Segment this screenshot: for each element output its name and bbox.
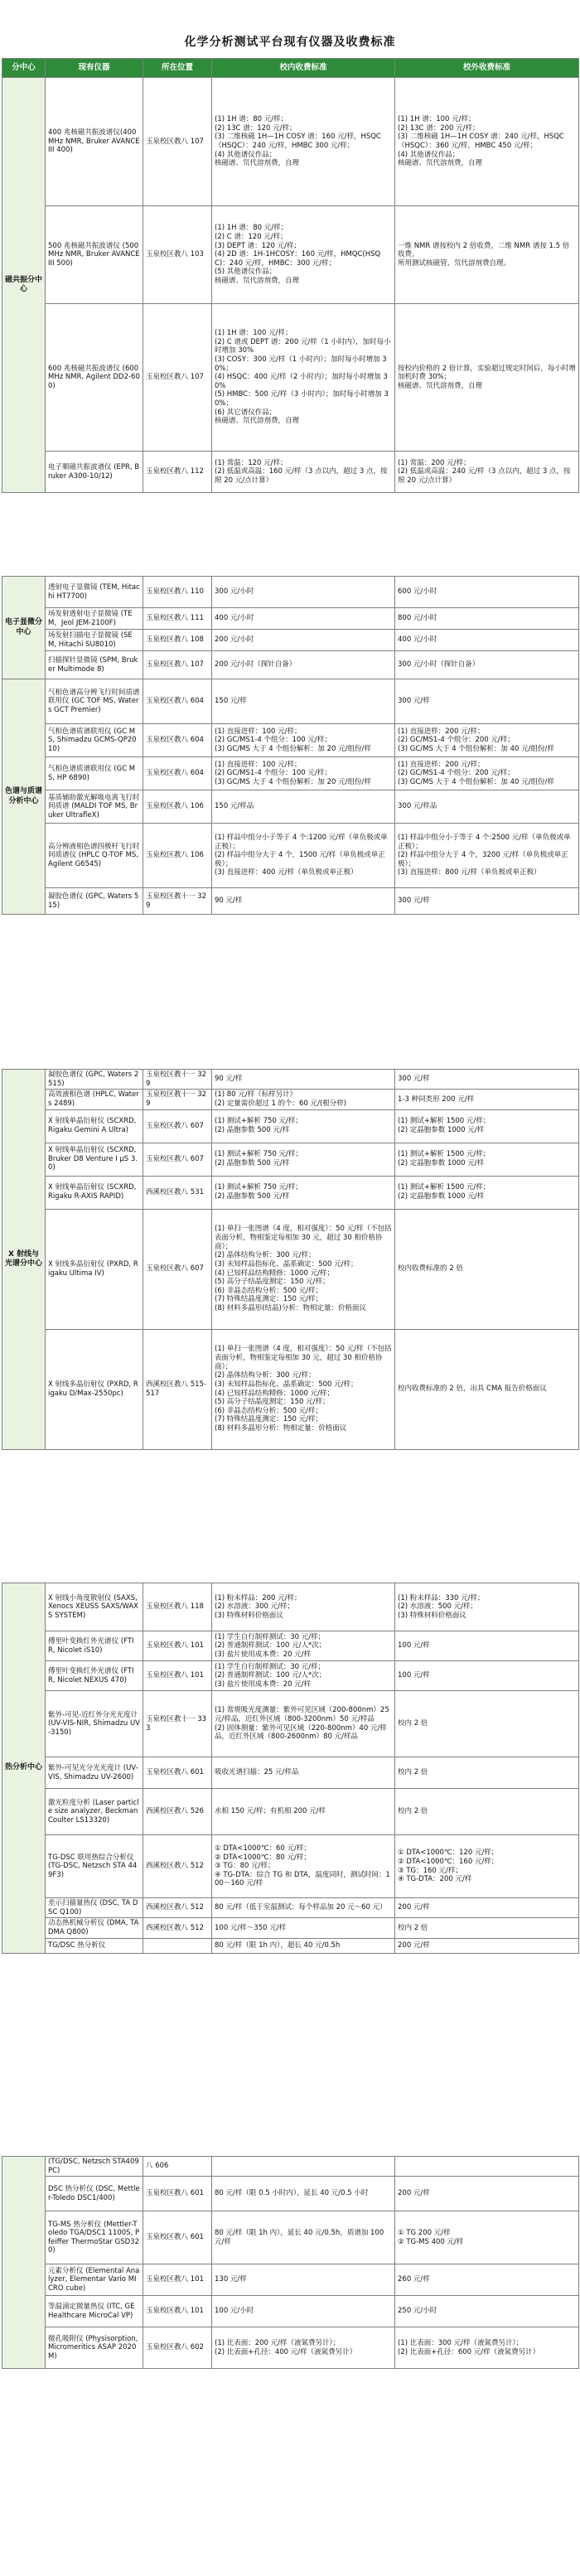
inner-fee-cell: (1) 80 元/样（标样另计） (2) 定量需价超过 1 的个：60 元/(根分样) <box>212 1090 395 1109</box>
table-row <box>2 1835 579 1898</box>
location-cell: 玉泉校区教八 101 <box>143 2264 212 2296</box>
inner-fee-cell: 200 元/小时 <box>212 630 395 651</box>
header-inner-fee: 校内收费标准 <box>212 59 395 78</box>
table-row <box>2 206 579 304</box>
table-row <box>2 1789 579 1835</box>
table-row <box>2 757 579 790</box>
location-cell: 玉泉校区教八 601 <box>143 2211 212 2264</box>
instrument-cell: X 射线单晶衍射仪 (SCXRD, Rigaku R-AXIS RAPID) <box>46 1176 143 1209</box>
instrument-cell: 气相色谱高分辨飞行时间质谱联用仪 (GC TOF MS, Waters GCT Premier) <box>46 679 143 724</box>
table-row <box>2 1109 579 1143</box>
location-cell: 玉泉校区教八 607 <box>143 1143 212 1176</box>
outer-fee-cell <box>395 2157 579 2177</box>
inner-fee-cell: (1) 1H 谱：80 元/样； (2) 13C 谱：120 元/样； (3) 二维核磁 1H—1H COSY 谱：160 元/样，HSQC（HSQC）：240 元/样，HMBC 300 元/样； (4) 其他谱仪作品； 核磁谱、氘代溶剂费，自理 <box>212 78 395 206</box>
page-title: 化学分析测试平台现有仪器及收费标准 <box>184 36 396 49</box>
instrument-cell: 傅里叶变换红外光谱仪 (FTIR, Nicolet NEXUS 470) <box>46 1661 143 1691</box>
table-row <box>2 888 579 915</box>
instrument-cell: 高分辨液相色谱四极杆飞行时间质谱仪 (HPLC Q-TOF MS, Agilent G6545) <box>46 824 143 888</box>
inner-fee-cell: (1) 粉末样品：200 元/样； (2) 水溶液：300 元/样； (3) 特殊材料价格面议 <box>212 1583 395 1631</box>
location-cell: 玉泉校区教八 101 <box>143 2296 212 2327</box>
inner-fee-cell: 吸收光谱扫描：25 元/样品 <box>212 1757 395 1789</box>
outer-fee-cell: 校内 2 倍 <box>395 1789 579 1835</box>
outer-fee-cell: (1) 测试+解析 1500 元/样； (2) 定晶胞参数 1000 元/样 <box>395 1143 579 1176</box>
instrument-cell: X 射线单晶衍射仪 (SCXRD, Rigaku Gemini A Ultra) <box>46 1109 143 1143</box>
table-row <box>2 452 579 493</box>
inner-fee-cell: (1) 1H 谱：100 元/样； (2) C 谱或 DEPT 谱：200 元/样（1 小时内），加时每小时增加 30% (3) COSY：300 元/样（1 小时内）；加时每小时增加 30%； (4) HSQC：400 元/样（2 小时内）；加时每小时增加 30% (5) HMBC：500 元/样（3 小时内）；加时每小时增加 30%； (6) 其它谱仪作品； 核磁谱、氘代溶剂费，自理 <box>212 304 395 452</box>
group-name: 色谱与质谱分析中心 <box>2 679 46 915</box>
outer-fee-cell: 100 元/样 <box>395 1661 579 1691</box>
table-row <box>2 577 579 608</box>
location-cell: 玉泉校区教八 112 <box>143 452 212 493</box>
instrument-cell: 400 兆核磁共振波谱仪(400 MHz NMR, Bruker AVANCE III 400) <box>46 78 143 206</box>
location-cell: 玉泉校区教十一 333 <box>143 1691 212 1757</box>
outer-fee-cell: 400 元/小时 <box>395 630 579 651</box>
table-row <box>2 1143 579 1176</box>
inner-fee-cell: 400 元/小时 <box>212 608 395 630</box>
inner-fee-cell: (1) 测试+解析 750 元/样； (2) 晶胞参数 500 元/样 <box>212 1109 395 1143</box>
location-cell: 玉泉校区教八 108 <box>143 630 212 651</box>
location-cell: 玉泉校区教八 602 <box>143 2327 212 2369</box>
location-cell: 玉泉校区教八 107 <box>143 304 212 452</box>
table-row <box>2 724 579 757</box>
table-row <box>2 824 579 888</box>
inner-fee-cell: (1) 单扫一张图谱（4 度，相对强度）：50 元/样（不包括表面分析，物相鉴定每相加 30 元，超过 30 相价格协商）； (2) 晶体结构分析：300 元/样； (3) 未知样品指标化、晶系确定：500 元/样； (4) 已知样品结构精修：1000 元/样； (5) 高分子结晶度测定：150 元/样； (6) 非晶态结构分析：500 元/样； (7) 特殊结晶度测定：150 元/样； (8) 材料多晶形分析：物相定量：价格面议 <box>212 1329 395 1449</box>
group-name: 热分析中心 <box>2 1583 46 1954</box>
inner-fee-cell: 200 元/小时（探针自备） <box>212 651 395 679</box>
table-row <box>2 2264 579 2296</box>
fee-table-section-2 <box>2 576 579 915</box>
inner-fee-cell: (1) 直接进样：100 元/样； (2) GC/MS1-4 个组分：100 元/样； (3) GC/MS 大于 4 个组份解析：加 20 元/组份/样 <box>212 757 395 790</box>
inner-fee-cell: (1) 直接进样：100 元/样； (2) GC/MS1-4 个组分：100 元/样； (3) GC/MS 大于 4 个组份解析：加 20 元/组份/样 <box>212 724 395 757</box>
table-row <box>2 1070 579 1090</box>
group-name: 磁共振分中心 <box>2 78 46 493</box>
location-cell: 玉泉校区教八 604 <box>143 757 212 790</box>
group-name <box>2 2157 46 2369</box>
location-cell: 玉泉校区教八 103 <box>143 206 212 304</box>
table-row <box>2 1090 579 1109</box>
instrument-cell: 高效液相色谱 (HPLC, Waters 2489) <box>46 1090 143 1109</box>
instrument-cell: 等温滴定微量热仪 (ITC, GE Healthcare MicroCal VP) <box>46 2296 143 2327</box>
outer-fee-cell: 300 元/样 <box>395 1070 579 1090</box>
instrument-cell: TG-DSC 联用热综合分析仪 (TG-DSC, Netzsch STA 449F3) <box>46 1835 143 1898</box>
inner-fee-cell: (1) 常规吸光度测量：紫外可见区域（200-800nm）25 元/样品，近红外区域（800-3200nm）50 元/样品 (2) 固体测量：紫外可见区域（220-800nm）40 元/样品，近红外区域（800-2600nm）80 元/样品 <box>212 1691 395 1757</box>
inner-fee-cell: 150 元/样 <box>212 679 395 724</box>
table-row <box>2 790 579 824</box>
outer-fee-cell: (1) 常温：200 元/样； (2) 低温或高温：240 元/样（3 点以内，超过 3 点，按照 20 元/点计算） <box>395 452 579 493</box>
instrument-cell: 微孔吸附仪 (Physisorption, Micromeritics ASAP 2020M) <box>46 2327 143 2369</box>
instrument-cell: 500 兆核磁共振波谱仪 (500 MHz NMR, Bruker AVANCE III 500) <box>46 206 143 304</box>
instrument-cell: X 射线单晶衍射仪 (SCXRD, Bruker D8 Venture I µS 3.0) <box>46 1143 143 1176</box>
location-cell: 玉泉校区教八 101 <box>143 1631 212 1661</box>
header-location: 所在位置 <box>143 59 212 78</box>
outer-fee-cell: ① DTA<1000℃：120 元/样； ② DTA<1000℃：160 元/样； ③ TG：160 元/样； ④ TG-DTA：200 元/样 <box>395 1835 579 1898</box>
instrument-cell: 场发射透射电子显微镜 (TEM，Jeol JEM-2100F) <box>46 608 143 630</box>
location-cell: 玉泉校区教八 101 <box>143 1661 212 1691</box>
inner-fee-cell: (1) 1H 谱：80 元/样； (2) C 谱：120 元/样； (3) DEPT 谱：120 元/样； (4) 2D 谱：1H-1HCOSY：160 元/样，HMQC(HSQC)：240 元/样，HMBC：300 元/样； (5) 其他谱仪作品； 核磁谱、氘代溶剂费，自理 <box>212 206 395 304</box>
location-cell: 西溪校区教八 512 <box>143 1835 212 1898</box>
instrument-cell: (TG/DSC, Netzsch STA409PC) <box>46 2157 143 2177</box>
table-row <box>2 1209 579 1329</box>
instrument-cell: X 射线多晶衍射仪 (PXRD, Rigaku D/Max-2550pc) <box>46 1329 143 1449</box>
location-cell: 玉泉校区教八 118 <box>143 1583 212 1631</box>
instrument-cell: 激光粒度分析 (Laser particle size analyzer, Beckman Coulter LS13320) <box>46 1789 143 1835</box>
location-cell: 玉泉校区教八 110 <box>143 577 212 608</box>
fee-table-section-1 <box>2 58 579 493</box>
location-cell: 玉泉校区教八 106 <box>143 824 212 888</box>
inner-fee-cell: 90 元/样 <box>212 1070 395 1090</box>
table-row <box>2 679 579 724</box>
table-row <box>2 608 579 630</box>
inner-fee-cell: 80 元/样（限 1h 内），超长 40 元/0.5h <box>212 1938 395 1953</box>
instrument-cell: X 射线多晶衍射仪 (PXRD, Rigaku Ultima IV) <box>46 1209 143 1329</box>
instrument-cell: 基质辅助激光解吸电离飞行时间质谱 (MALDI TOF MS, Bruker UltrafleX) <box>46 790 143 824</box>
location-cell: 玉泉校区教八 601 <box>143 2177 212 2211</box>
fee-table-section-4 <box>2 1583 579 1954</box>
table-row <box>2 2157 579 2177</box>
table-row <box>2 304 579 452</box>
table-row <box>2 1691 579 1757</box>
table-row <box>2 1898 579 1918</box>
outer-fee-cell: 校内 2 倍 <box>395 1691 579 1757</box>
location-cell: 玉泉校区教八 607 <box>143 1109 212 1143</box>
instrument-cell: 气相色谱质谱联用仪 (GC MS, HP 6890) <box>46 757 143 790</box>
outer-fee-cell: 按校内价格的 2 倍计算，实验超过规定时间后，每小时增加机时费 30%； 核磁谱、氘代溶剂费，自理 <box>395 304 579 452</box>
instrument-cell: 场发射扫描电子显微镜 (SEM, Hitachi SU8010) <box>46 630 143 651</box>
table-row <box>2 1329 579 1449</box>
table-row <box>2 1757 579 1789</box>
location-cell: 玉泉校区教十一 329 <box>143 888 212 915</box>
table-row <box>2 2327 579 2369</box>
outer-fee-cell: 校内收费标准的 2 倍 <box>395 1209 579 1329</box>
table-row <box>2 1583 579 1631</box>
inner-fee-cell: (1) 样品中组分小于等于 4 个:1200 元/样（单负极或单正极）； (2) 样品中组分大于 4 个，1500 元/样（单负极或单正极）； (3) 直接进样：400 元/样（单负极或单正极） <box>212 824 395 888</box>
inner-fee-cell: (1) 学生自行制样测试：30 元/样； (2) 普通制样测试：100 元/人*次； (3) 盐片使用成本费：20 元/样 <box>212 1631 395 1661</box>
header-category: 分中心 <box>2 59 46 78</box>
outer-fee-cell: (1) 样品中组分小于等于 4 个:2500 元/样（单负极或单正极）； (2) 样品中组分大于 4 个，3200 元/样（单负极或单正极）； (3) 直接进样：800 元/样（单负极或单正极） <box>395 824 579 888</box>
outer-fee-cell: (1) 1H 谱：100 元/样； (2) 13C 谱：200 元/样； (3) 二维核磁 1H—1H COSY 谱：240 元/样，HSQC（HSQC）：360 元/样，HMBC 450 元/样； (4) 其他谱仪作品； 核磁谱、氘代溶剂费，自理 <box>395 78 579 206</box>
table-row <box>2 1661 579 1691</box>
outer-fee-cell: (1) 直接进样：200 元/样； (2) GC/MS1-4 个组分：200 元/样； (3) GC/MS 大于 4 个组份解析：加 40 元/组份/样 <box>395 724 579 757</box>
table-row <box>2 78 579 206</box>
header-instrument: 现有仪器 <box>46 59 143 78</box>
outer-fee-cell: 250 元/小时 <box>395 2296 579 2327</box>
location-cell <box>143 1938 212 1953</box>
instrument-cell: 紫外-可见-近红外分光光度计 (UV-VIS-NIR, Shimadzu UV-3150) <box>46 1691 143 1757</box>
table-row <box>2 1631 579 1661</box>
instrument-cell: 透射电子显微镜 (TEM, Hitachi HT7700) <box>46 577 143 608</box>
inner-fee-cell: 80 元/样（低于室温测试：每个样品加 20 元～60 元） <box>212 1898 395 1918</box>
outer-fee-cell: 校内收费标准的 2 倍，出具 CMA 报告价格面议 <box>395 1329 579 1449</box>
inner-fee-cell <box>212 2157 395 2177</box>
outer-fee-cell: 200 元/样 <box>395 1938 579 1953</box>
outer-fee-cell: 校内 2 倍 <box>395 1918 579 1938</box>
group-name: 电子显微分中心 <box>2 577 46 679</box>
location-cell: 西溪校区教八 512 <box>143 1898 212 1918</box>
table-row <box>2 630 579 651</box>
instrument-cell: 傅里叶变换红外光谱仪 (FTIR, Nicolet iS10) <box>46 1631 143 1661</box>
outer-fee-cell: 300 元/样品 <box>395 790 579 824</box>
outer-fee-cell: 200 元/样 <box>395 2177 579 2211</box>
location-cell: 玉泉校区教八 604 <box>143 724 212 757</box>
outer-fee-cell: 1-3 种同类形 200 元/样 <box>395 1090 579 1109</box>
table-header-row <box>2 59 579 78</box>
table-row <box>2 2177 579 2211</box>
location-cell: 玉泉校区教八 601 <box>143 1757 212 1789</box>
inner-fee-cell: 150 元/样品 <box>212 790 395 824</box>
outer-fee-cell: 校内 2 倍 <box>395 1757 579 1789</box>
location-cell: 西溪校区教八 526 <box>143 1789 212 1835</box>
group-name: X 射线与光谱分中心 <box>2 1070 46 1450</box>
instrument-cell: 凝胶色谱仪 (GPC, Waters 2515) <box>46 1070 143 1090</box>
instrument-cell: 扫描探针显微镜 (SPM, Bruker Multimode 8) <box>46 651 143 679</box>
location-cell: 玉泉校区教八 604 <box>143 679 212 724</box>
inner-fee-cell: 90 元/样 <box>212 888 395 915</box>
location-cell: 西溪校区教八 515-517 <box>143 1329 212 1449</box>
outer-fee-cell: (1) 测试+解析 1500 元/样； (2) 定晶胞参数 1000 元/样 <box>395 1176 579 1209</box>
instrument-cell: DSC 热分析仪 (DSC, Mettler-Toledo DSC1/400) <box>46 2177 143 2211</box>
table-row <box>2 1918 579 1938</box>
table-row <box>2 2211 579 2264</box>
inner-fee-cell: (1) 单扫一张图谱（4 度，相对强度）：50 元/样（不包括表面分析，物相鉴定每相加 30 元，超过 30 相价格协商）； (2) 晶体结构分析：300 元/样； (3) 未知样品指标化、晶系确定：500 元/样； (4) 已知样品结构精修：1000 元/样； (5) 高分子结晶度测定：150 元/样； (6) 非晶态结构分析：500 元/样； (7) 特殊结晶度测定：150 元/样； (8) 材料多晶形(结晶)分析：物相定量：价格面议 <box>212 1209 395 1329</box>
outer-fee-cell: (1) 比表面：300 元/样（液氮费另计）； (2) 比表面+孔径：600 元/样（液氮费另计） <box>395 2327 579 2369</box>
inner-fee-cell: 80 元/样（限 0.5 小时内），延长 40 元/0.5 小时 <box>212 2177 395 2211</box>
outer-fee-cell: (1) 粉末样品：330 元/样； (2) 水溶液：500 元/样； (3) 特殊材料价格面议 <box>395 1583 579 1631</box>
outer-fee-cell: ① TG 200 元/样 ② TG-MS 400 元/样 <box>395 2211 579 2264</box>
inner-fee-cell: (1) 测试+解析 750 元/样； (2) 晶胞参数 500 元/样 <box>212 1143 395 1176</box>
inner-fee-cell: 300 元/小时 <box>212 577 395 608</box>
fee-table-section-3 <box>2 1069 579 1450</box>
instrument-cell: 凝胶色谱仪 (GPC, Waters 515) <box>46 888 143 915</box>
instrument-cell: 紫外-可见光分光光度计 (UV-VIS, Shimadzu UV-2600) <box>46 1757 143 1789</box>
outer-fee-cell: 一维 NMR 谱按校内 2 倍收费，二维 NMR 谱按 1.5 倍收费。 所用测试核磁管、氘代溶剂费自理。 <box>395 206 579 304</box>
inner-fee-cell: 水相 150 元/样；有机相 200 元/样 <box>212 1789 395 1835</box>
instrument-cell: TG-MS 热分析仪 (Mettler-Toledo TGA/DSC1 1100S, Pfeiffer ThermoStar GSD320) <box>46 2211 143 2264</box>
location-cell: 玉泉校区教八 107 <box>143 78 212 206</box>
inner-fee-cell: (1) 比表面：200 元/样（液氮费另计）； (2) 比表面+孔径：400 元/样（液氮费另计） <box>212 2327 395 2369</box>
location-cell: 玉泉校区教十一 329 <box>143 1090 212 1109</box>
outer-fee-cell: 300 元/样 <box>395 888 579 915</box>
instrument-cell: 气相色谱质谱联用仪 (GC MS, Shimadzu GCMS-QP2010) <box>46 724 143 757</box>
inner-fee-cell: (1) 测试+解析 750 元/样； (2) 晶胞参数 500 元/样 <box>212 1176 395 1209</box>
location-cell: 玉泉校区教十一 329 <box>143 1070 212 1090</box>
inner-fee-cell: 100 元/小时 <box>212 2296 395 2327</box>
inner-fee-cell: 100 元/样～350 元/样 <box>212 1918 395 1938</box>
inner-fee-cell: 130 元/样 <box>212 2264 395 2296</box>
fee-table-section-5 <box>2 2156 579 2369</box>
table-row <box>2 1176 579 1209</box>
inner-fee-cell: 80 元/样（限 1h 内），延长 40 元/0.5h，质谱加 100 元/样 <box>212 2211 395 2264</box>
location-cell: 玉泉校区教八 106 <box>143 790 212 824</box>
instrument-cell: 元素分析仪 (Elemental Analyzer, Elementar Vario MICRO cube) <box>46 2264 143 2296</box>
table-row <box>2 1938 579 1953</box>
outer-fee-cell: 300 元/小时（探针自备） <box>395 651 579 679</box>
outer-fee-cell: 260 元/样 <box>395 2264 579 2296</box>
inner-fee-cell: (1) 常温：120 元/样； (2) 低温或高温：160 元/样（3 点以内，超过 3 点，按照 20 元/点计算） <box>212 452 395 493</box>
table-row <box>2 651 579 679</box>
location-cell: 玉泉校区教八 111 <box>143 608 212 630</box>
outer-fee-cell: (1) 直接进样：200 元/样； (2) GC/MS1-4 个组分：200 元/样； (3) GC/MS 大于 4 个组份解析：加 40 元/组份/样 <box>395 757 579 790</box>
location-cell: 八 606 <box>143 2157 212 2177</box>
location-cell: 玉泉校区教八 107 <box>143 651 212 679</box>
instrument-cell: X 射线小角度散射仪 (SAXS, Xenocs XEUSS SAXS/WAXS SYSTEM) <box>46 1583 143 1631</box>
location-cell: 西溪校区教八 531 <box>143 1176 212 1209</box>
table-row <box>2 2296 579 2327</box>
inner-fee-cell: (1) 学生自行制样测试：30 元/样； (2) 普通制样测试：100 元/人*次； (3) 盐片使用成本费：20 元/样 <box>212 1661 395 1691</box>
location-cell: 西溪校区教八 512 <box>143 1918 212 1938</box>
instrument-cell: 600 兆核磁共振波谱仪 (600 MHz NMR, Agilent DD2-600) <box>46 304 143 452</box>
header-outer-fee: 校外收费标准 <box>395 59 579 78</box>
outer-fee-cell: 100 元/样 <box>395 1631 579 1661</box>
outer-fee-cell: (1) 测试+解析 1500 元/样； (2) 定晶胞参数 1000 元/样 <box>395 1109 579 1143</box>
inner-fee-cell: ① DTA<1000℃：60 元/样； ② DTA<1000℃：80 元/样； ③ TG：80 元/样； ④ TG-DTA：综合 TG 和 DTA，温度同时，测试时间：100～160 元/样 <box>212 1835 395 1898</box>
instrument-cell: 差示扫描量热仪 (DSC, TA DSC Q100) <box>46 1898 143 1918</box>
instrument-cell: 动态热机械分析仪 (DMA, TA DMA Q800) <box>46 1918 143 1938</box>
location-cell: 玉泉校区教八 607 <box>143 1209 212 1329</box>
outer-fee-cell: 600 元/小时 <box>395 577 579 608</box>
outer-fee-cell: 200 元/样 <box>395 1898 579 1918</box>
instrument-cell: 电子顺磁共振波谱仪 (EPR, Bruker A300-10/12) <box>46 452 143 493</box>
outer-fee-cell: 800 元/小时 <box>395 608 579 630</box>
outer-fee-cell: 300 元/样 <box>395 679 579 724</box>
instrument-cell: TG/DSC 热分析仪 <box>46 1938 143 1953</box>
